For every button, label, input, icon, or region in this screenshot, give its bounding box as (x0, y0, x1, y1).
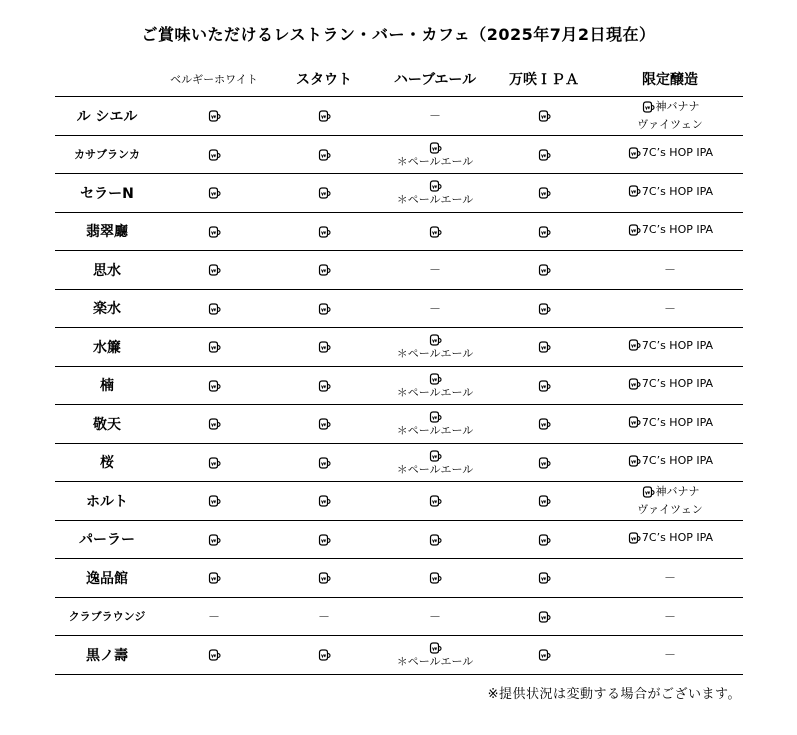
availability-cell (597, 212, 743, 251)
venue-name: 桜 (55, 443, 159, 482)
availability-cell (159, 559, 269, 598)
beer-mug-icon (641, 485, 655, 499)
availability-cell (597, 135, 743, 174)
limited-hop-ipa-label: 7C’s HOP IPA (641, 223, 714, 237)
limited-hop-ipa-label: 7C’s HOP IPA (641, 377, 714, 391)
availability-cell (159, 405, 269, 444)
availability-cell (269, 135, 379, 174)
table-row (55, 520, 743, 559)
availability-cell (597, 97, 743, 136)
beer-mug-icon (317, 109, 331, 123)
availability-cell (269, 443, 379, 482)
availability-cell (491, 597, 597, 636)
venue-name: 楽水 (55, 289, 159, 328)
availability-cell (379, 289, 491, 328)
availability-cell (269, 251, 379, 290)
limited-kami-banana (597, 100, 743, 132)
table-row (55, 597, 743, 636)
pale-ale-cell (379, 179, 491, 206)
venue-name: セラーN (55, 174, 159, 213)
beer-mug-icon (428, 571, 442, 585)
pale-ale-cell (379, 372, 491, 399)
beer-mug-icon (317, 379, 331, 393)
beer-mug-icon (317, 533, 331, 547)
not-available-dash: － (428, 301, 441, 316)
beer-mug-icon (317, 456, 331, 470)
availability-cell (597, 289, 743, 328)
venue-name: カサブランカ (55, 135, 159, 174)
limited-kami-label: 神バナナ (655, 99, 700, 113)
pale-ale-note: ＊ペールエール (396, 193, 474, 207)
availability-cell (491, 251, 597, 290)
beer-mug-icon (317, 494, 331, 508)
pale-ale-note: ＊ペールエール (396, 385, 474, 399)
limited-kami-label: 神バナナ (655, 484, 700, 498)
table-row (55, 251, 743, 290)
venue-name: 翡翠廳 (55, 212, 159, 251)
beer-mug-icon (627, 184, 641, 198)
beer-mug-icon (537, 417, 551, 431)
beer-mug-icon (207, 148, 221, 162)
availability-cell (159, 636, 269, 675)
beer-mug-icon (207, 225, 221, 239)
beer-mug-icon (627, 338, 641, 352)
availability-cell (269, 482, 379, 521)
beer-mug-icon (207, 109, 221, 123)
availability-cell (269, 174, 379, 213)
beer-mug-icon (537, 302, 551, 316)
beer-mug-icon (428, 333, 442, 347)
availability-cell (269, 636, 379, 675)
availability-cell (379, 559, 491, 598)
availability-cell (491, 443, 597, 482)
availability-cell (379, 366, 491, 405)
beer-mug-icon (428, 449, 442, 463)
availability-cell (269, 97, 379, 136)
not-available-dash: － (207, 609, 220, 624)
beer-mug-icon (537, 456, 551, 470)
availability-cell (159, 520, 269, 559)
limited-hop-ipa (627, 531, 713, 545)
beer-mug-icon (627, 454, 641, 468)
availability-cell (597, 636, 743, 675)
pale-ale-cell (379, 333, 491, 360)
beer-mug-icon (428, 641, 442, 655)
pale-ale-cell (379, 641, 491, 668)
not-available-dash: － (663, 301, 676, 316)
beer-mug-icon (207, 263, 221, 277)
limited-hop-ipa (627, 338, 713, 352)
not-available-dash: － (663, 263, 676, 278)
beer-mug-icon (537, 148, 551, 162)
pale-ale-note: ＊ペールエール (396, 462, 474, 476)
availability-cell (269, 597, 379, 636)
availability-cell (491, 135, 597, 174)
availability-cell (491, 328, 597, 367)
availability-cell (159, 443, 269, 482)
availability-cell (597, 482, 743, 521)
table-row (55, 636, 743, 675)
beer-mug-icon (537, 225, 551, 239)
availability-cell (379, 482, 491, 521)
venue-name: 思水 (55, 251, 159, 290)
header-limited: 限定醸造 (597, 62, 743, 97)
beer-mug-icon (207, 571, 221, 585)
beer-mug-icon (537, 610, 551, 624)
beer-mug-icon (207, 456, 221, 470)
venue-name: クラブラウンジ (55, 597, 159, 636)
table-row (55, 405, 743, 444)
limited-hop-ipa-label: 7C’s HOP IPA (641, 184, 714, 198)
beer-mug-icon (428, 410, 442, 424)
availability-cell (597, 251, 743, 290)
venue-name: 逸品館 (55, 559, 159, 598)
availability-cell (379, 636, 491, 675)
beer-mug-icon (207, 494, 221, 508)
header-herb-ale: ハーブエール (379, 62, 491, 97)
beer-mug-icon (537, 648, 551, 662)
beer-mug-icon (537, 340, 551, 354)
availability-cell (269, 212, 379, 251)
not-available-dash: － (663, 571, 676, 586)
table-row (55, 174, 743, 213)
pale-ale-cell (379, 141, 491, 168)
not-available-dash: － (428, 609, 441, 624)
venue-name: 楠 (55, 366, 159, 405)
pale-ale-cell (379, 449, 491, 476)
availability-cell (379, 135, 491, 174)
limited-kami-line2: ヴァイツェン (637, 117, 703, 131)
header-venue (55, 62, 159, 97)
beer-mug-icon (428, 141, 442, 155)
beer-mug-icon (317, 340, 331, 354)
venue-name: ル シエル (55, 97, 159, 136)
beer-mug-icon (641, 100, 655, 114)
availability-cell (491, 636, 597, 675)
footer-note: ※提供状況は変動する場合がございます。 (487, 687, 741, 702)
table-row (55, 443, 743, 482)
limited-hop-ipa (627, 223, 713, 237)
availability-cell (269, 405, 379, 444)
venue-name: 黒ノ壽 (55, 636, 159, 675)
venue-name: ホルト (55, 482, 159, 521)
header-belgian-white: ベルギーホワイト (159, 62, 269, 97)
availability-cell (597, 328, 743, 367)
availability-cell (269, 366, 379, 405)
availability-cell (159, 328, 269, 367)
beer-mug-icon (428, 372, 442, 386)
availability-cell (491, 174, 597, 213)
availability-cell (597, 520, 743, 559)
limited-hop-ipa (627, 184, 713, 198)
beer-mug-icon (537, 494, 551, 508)
beer-mug-icon (428, 494, 442, 508)
availability-cell (491, 366, 597, 405)
beer-mug-icon (317, 186, 331, 200)
header-row (55, 62, 743, 97)
availability-cell (491, 482, 597, 521)
limited-hop-ipa-label: 7C’s HOP IPA (641, 338, 714, 352)
availability-cell (269, 520, 379, 559)
beer-mug-icon (207, 340, 221, 354)
availability-cell (159, 597, 269, 636)
availability-cell (269, 289, 379, 328)
availability-cell (159, 251, 269, 290)
venue-name: パーラー (55, 520, 159, 559)
limited-kami-line1 (641, 100, 700, 114)
beer-mug-icon (317, 302, 331, 316)
beer-mug-icon (317, 148, 331, 162)
limited-kami-banana (597, 485, 743, 517)
beer-mug-icon (207, 302, 221, 316)
beer-mug-icon (207, 533, 221, 547)
availability-cell (379, 174, 491, 213)
availability-cell (269, 328, 379, 367)
limited-hop-ipa (627, 377, 713, 391)
table-row (55, 328, 743, 367)
limited-hop-ipa (627, 415, 713, 429)
availability-cell (159, 174, 269, 213)
pale-ale-note: ＊ペールエール (396, 655, 474, 669)
page-title: ご賞味いただけるレストラン・バー・カフェ（2025年7月2日現在） (141, 25, 656, 44)
table-row (55, 289, 743, 328)
beer-mug-icon (537, 533, 551, 547)
availability-cell (597, 559, 743, 598)
availability-cell (491, 520, 597, 559)
availability-cell (159, 212, 269, 251)
venue-name: 敬天 (55, 405, 159, 444)
pale-ale-note: ＊ペールエール (396, 424, 474, 438)
not-available-dash: － (317, 609, 330, 624)
limited-hop-ipa (627, 146, 713, 160)
beer-mug-icon (627, 531, 641, 545)
beer-mug-icon (537, 109, 551, 123)
availability-cell (491, 212, 597, 251)
pale-ale-note: ＊ペールエール (396, 347, 474, 361)
availability-cell (491, 97, 597, 136)
venue-name: 水簾 (55, 328, 159, 367)
availability-cell (491, 559, 597, 598)
availability-cell (159, 97, 269, 136)
availability-cell (491, 289, 597, 328)
beer-mug-icon (317, 417, 331, 431)
beer-mug-icon (207, 417, 221, 431)
availability-cell (597, 366, 743, 405)
availability-cell (159, 482, 269, 521)
beer-mug-icon (428, 225, 442, 239)
limited-kami-line2: ヴァイツェン (637, 502, 703, 516)
beer-mug-icon (428, 179, 442, 193)
availability-cell (379, 520, 491, 559)
beer-mug-icon (627, 415, 641, 429)
table-row (55, 135, 743, 174)
availability-cell (597, 405, 743, 444)
availability-cell (159, 289, 269, 328)
not-available-dash: － (663, 648, 676, 663)
table-row (55, 482, 743, 521)
availability-cell (159, 366, 269, 405)
beer-mug-icon (317, 225, 331, 239)
header-mansaku-ipa: 万咲ＩＰＡ (491, 62, 597, 97)
availability-cell (379, 251, 491, 290)
table-row (55, 212, 743, 251)
table-row (55, 559, 743, 598)
beer-mug-icon (317, 571, 331, 585)
availability-cell (269, 559, 379, 598)
availability-cell (597, 597, 743, 636)
pale-ale-note: ＊ペールエール (396, 154, 474, 168)
beer-mug-icon (317, 263, 331, 277)
not-available-dash: － (428, 263, 441, 278)
not-available-dash: － (663, 609, 676, 624)
table-row (55, 366, 743, 405)
beer-mug-icon (537, 571, 551, 585)
beer-mug-icon (537, 263, 551, 277)
limited-hop-ipa-label: 7C’s HOP IPA (641, 146, 714, 160)
availability-cell (379, 443, 491, 482)
availability-table (55, 62, 743, 675)
beer-mug-icon (627, 223, 641, 237)
table-row (55, 97, 743, 136)
availability-cell (491, 405, 597, 444)
header-stout: スタウト (269, 62, 379, 97)
limited-hop-ipa-label: 7C’s HOP IPA (641, 531, 714, 545)
beer-mug-icon (207, 186, 221, 200)
beer-mug-icon (537, 379, 551, 393)
availability-cell (379, 405, 491, 444)
pale-ale-cell (379, 410, 491, 437)
availability-cell (379, 328, 491, 367)
beer-mug-icon (207, 648, 221, 662)
limited-hop-ipa-label: 7C’s HOP IPA (641, 415, 714, 429)
availability-cell (159, 135, 269, 174)
beer-mug-icon (317, 648, 331, 662)
beer-mug-icon (428, 533, 442, 547)
not-available-dash: － (428, 109, 441, 124)
limited-hop-ipa (627, 454, 713, 468)
limited-hop-ipa-label: 7C’s HOP IPA (641, 454, 714, 468)
availability-cell (597, 443, 743, 482)
availability-cell (597, 174, 743, 213)
availability-cell (379, 597, 491, 636)
beer-mug-icon (537, 186, 551, 200)
beer-mug-icon (627, 146, 641, 160)
beer-mug-icon (207, 379, 221, 393)
beer-mug-icon (627, 377, 641, 391)
limited-kami-line1 (641, 485, 700, 499)
availability-cell (379, 212, 491, 251)
availability-cell (379, 97, 491, 136)
